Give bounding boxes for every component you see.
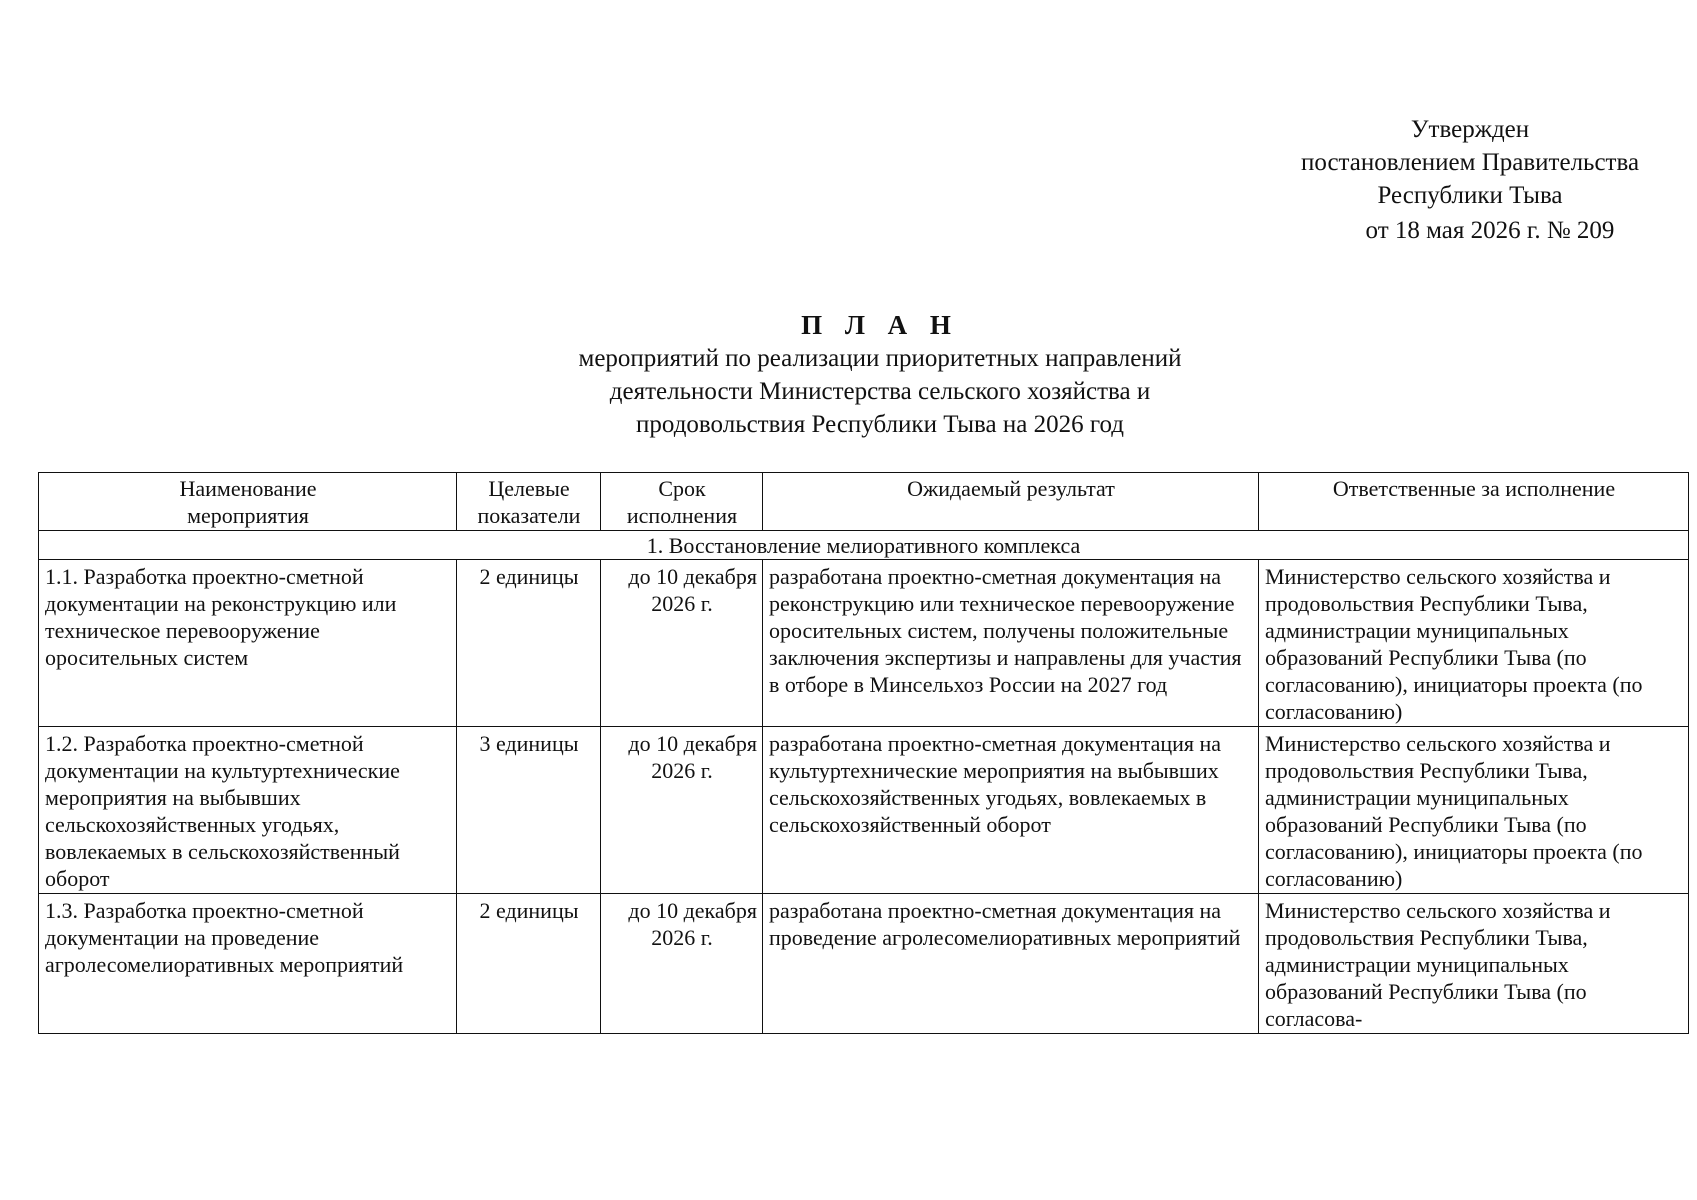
table-row	[39, 894, 1689, 1034]
table-row	[39, 727, 1689, 894]
approval-line-resolution: постановлением Правительства	[1300, 149, 1640, 176]
activity-name-cell: 1.2. Разработка проектно-сметной документации на культуртехнические мероприятия на выбывших сельскохозяйственных угодьях, вовлекаемых в сельскохозяйственный оборот	[39, 727, 457, 894]
deadline-line-1: до 10 декабря	[628, 898, 757, 923]
approval-stamp	[1270, 113, 1670, 247]
deadline-cell	[601, 560, 763, 727]
approval-line-republic: Республики Тыва	[1377, 182, 1563, 209]
header-expected-result: Ожидаемый результат	[763, 473, 1259, 531]
document-subtitle-line-2: деятельности Министерства сельского хозяйства и	[609, 378, 1151, 405]
plan-table	[38, 472, 1689, 1034]
target-cell: 3 единицы	[457, 727, 601, 894]
document-heading: П Л А Н	[801, 310, 959, 340]
responsible-cell: Министерство сельского хозяйства и продовольствия Республики Тыва, администрации муниципальных образований Республики Тыва (по согласованию), инициаторы проекта (по согласованию)	[1259, 727, 1689, 894]
header-target-indicators-line-1: Целевые	[488, 476, 570, 501]
document-subtitle-line-1: мероприятий по реализации приоритетных направлений	[578, 345, 1182, 372]
approval-date: от 18 мая 2026 г. № 209	[1365, 217, 1615, 244]
responsible-cell: Министерство сельского хозяйства и продовольствия Республики Тыва, администрации муниципальных образований Республики Тыва (по согласова-	[1259, 894, 1689, 1034]
deadline-line-2: 2026 г.	[651, 925, 713, 950]
header-activity-name	[39, 473, 457, 531]
deadline-cell	[601, 727, 763, 894]
expected-result-cell: разработана проектно-сметная документация на реконструкцию или техническое перевооружение оросительных систем, получены положительные заключения экспертизы и направлены для участия в отборе в Минсельхоз России на 2027 год	[763, 560, 1259, 727]
approval-line-approved: Утвержден	[1410, 116, 1530, 143]
document-title-block	[450, 308, 1310, 441]
section-row	[39, 531, 1689, 560]
header-deadline	[601, 473, 763, 531]
expected-result-cell: разработана проектно-сметная документация на проведение агролесомелиоративных мероприятий	[763, 894, 1259, 1034]
deadline-line-1: до 10 декабря	[628, 564, 757, 589]
table-row	[39, 560, 1689, 727]
activity-name-cell: 1.1. Разработка проектно-сметной документации на реконструкцию или техническое перевооружение оросительных систем	[39, 560, 457, 727]
header-target-indicators-line-2: показатели	[477, 503, 581, 528]
header-deadline-line-1: Срок	[658, 476, 706, 501]
section-title: 1. Восстановление мелиоративного комплекса	[39, 531, 1689, 560]
header-activity-name-line-2: мероприятия	[187, 503, 309, 528]
header-activity-name-line-1: Наименование	[179, 476, 317, 501]
responsible-cell: Министерство сельского хозяйства и продовольствия Республики Тыва, администрации муниципальных образований Республики Тыва (по согласованию), инициаторы проекта (по согласованию)	[1259, 560, 1689, 727]
expected-result-cell: разработана проектно-сметная документация на культуртехнические мероприятия на выбывших сельскохозяйственных угодьях, вовлекаемых в сельскохозяйственный оборот	[763, 727, 1259, 894]
header-responsible: Ответственные за исполнение	[1259, 473, 1689, 531]
document-subtitle-line-3: продовольствия Республики Тыва на 2026 год	[636, 411, 1124, 438]
target-cell: 2 единицы	[457, 560, 601, 727]
deadline-cell	[601, 894, 763, 1034]
table-header-row	[39, 473, 1689, 531]
activity-name-cell: 1.3. Разработка проектно-сметной документации на проведение агролесомелиоративных мероприятий	[39, 894, 457, 1034]
header-deadline-line-2: исполнения	[626, 503, 738, 528]
deadline-line-2: 2026 г.	[651, 758, 713, 783]
header-target-indicators	[457, 473, 601, 531]
deadline-line-2: 2026 г.	[651, 591, 713, 616]
target-cell: 2 единицы	[457, 894, 601, 1034]
deadline-line-1: до 10 декабря	[628, 731, 757, 756]
